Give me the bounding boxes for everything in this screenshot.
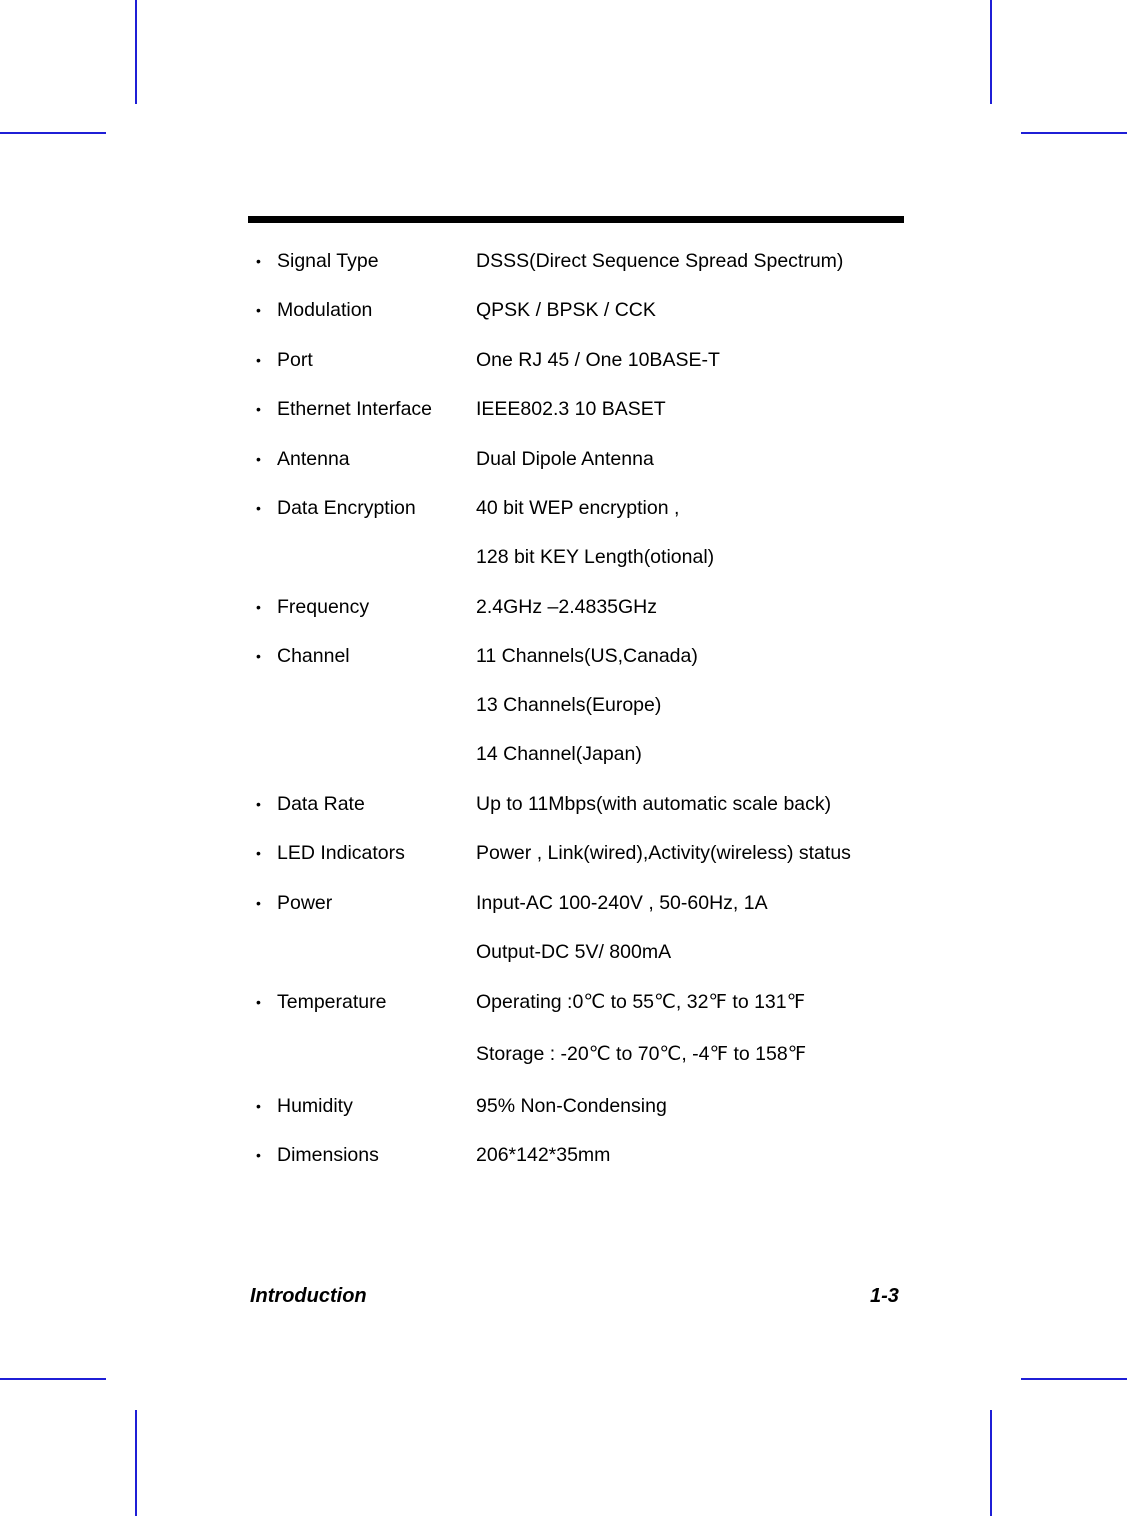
spec-value: QPSK / BPSK / CCK	[476, 299, 656, 321]
spec-label: Signal Type	[277, 250, 379, 272]
bullet: •	[256, 599, 261, 615]
bullet: •	[256, 500, 261, 516]
bullet: •	[256, 1098, 261, 1114]
spec-value: 13 Channels(Europe)	[476, 694, 662, 716]
footer-page-number: 1-3	[870, 1285, 899, 1307]
spec-label: Data Rate	[277, 793, 365, 815]
bullet: •	[256, 253, 261, 269]
crop-mark	[0, 132, 106, 134]
spec-value: Dual Dipole Antenna	[476, 448, 654, 470]
spec-label: Port	[277, 349, 313, 371]
spec-value: 14 Channel(Japan)	[476, 743, 642, 765]
bullet: •	[256, 352, 261, 368]
bullet: •	[256, 845, 261, 861]
spec-value: 128 bit KEY Length(otional)	[476, 546, 715, 568]
spec-label: Antenna	[277, 448, 350, 470]
spec-value: 206*142*35mm	[476, 1144, 611, 1166]
crop-mark	[990, 0, 992, 104]
spec-label: Dimensions	[277, 1144, 379, 1166]
bullet: •	[256, 796, 261, 812]
spec-label: Data Encryption	[277, 497, 416, 519]
spec-label: Ethernet Interface	[277, 398, 433, 420]
spec-value: 2.4GHz –2.4835GHz	[476, 596, 658, 618]
bullet: •	[256, 302, 261, 318]
spec-value: One RJ 45 / One 10BASE-T	[476, 349, 720, 371]
bullet: •	[256, 895, 261, 911]
crop-mark	[1021, 132, 1127, 134]
bullet: •	[256, 451, 261, 467]
crop-mark	[0, 1378, 106, 1380]
crop-mark	[1021, 1378, 1127, 1380]
spec-value: IEEE802.3 10 BASET	[476, 398, 666, 420]
bullet: •	[256, 1147, 261, 1163]
spec-value: Storage : -20℃ to 70℃, -4℉ to 158℉	[476, 1043, 807, 1065]
spec-label: Temperature	[277, 991, 387, 1013]
bullet: •	[256, 994, 261, 1010]
spec-label: Channel	[277, 645, 350, 667]
spec-value: 95% Non-Condensing	[476, 1095, 667, 1117]
footer-section-title: Introduction	[250, 1285, 367, 1307]
crop-mark	[990, 1410, 992, 1516]
crop-mark	[135, 1410, 137, 1516]
spec-label: Humidity	[277, 1095, 353, 1117]
spec-label: Power	[277, 892, 333, 914]
spec-label: LED Indicators	[277, 842, 405, 864]
spec-value: 11 Channels(US,Canada)	[476, 645, 698, 667]
spec-value: DSSS(Direct Sequence Spread Spectrum)	[476, 250, 844, 272]
spec-value: Output-DC 5V/ 800mA	[476, 941, 672, 963]
spec-label: Modulation	[277, 299, 373, 321]
spec-value: Up to 11Mbps(with automatic scale back)	[476, 793, 832, 815]
spec-value: Power , Link(wired),Activity(wireless) status	[476, 842, 851, 864]
spec-value: Input-AC 100-240V , 50-60Hz, 1A	[476, 892, 768, 914]
spec-value: Operating :0℃ to 55℃, 32℉ to 131℉	[476, 991, 806, 1013]
spec-label: Frequency	[277, 596, 370, 618]
bullet: •	[256, 401, 261, 417]
header-rule	[248, 216, 904, 223]
crop-mark	[135, 0, 137, 104]
spec-value: 40 bit WEP encryption ,	[476, 497, 680, 519]
bullet: •	[256, 648, 261, 664]
